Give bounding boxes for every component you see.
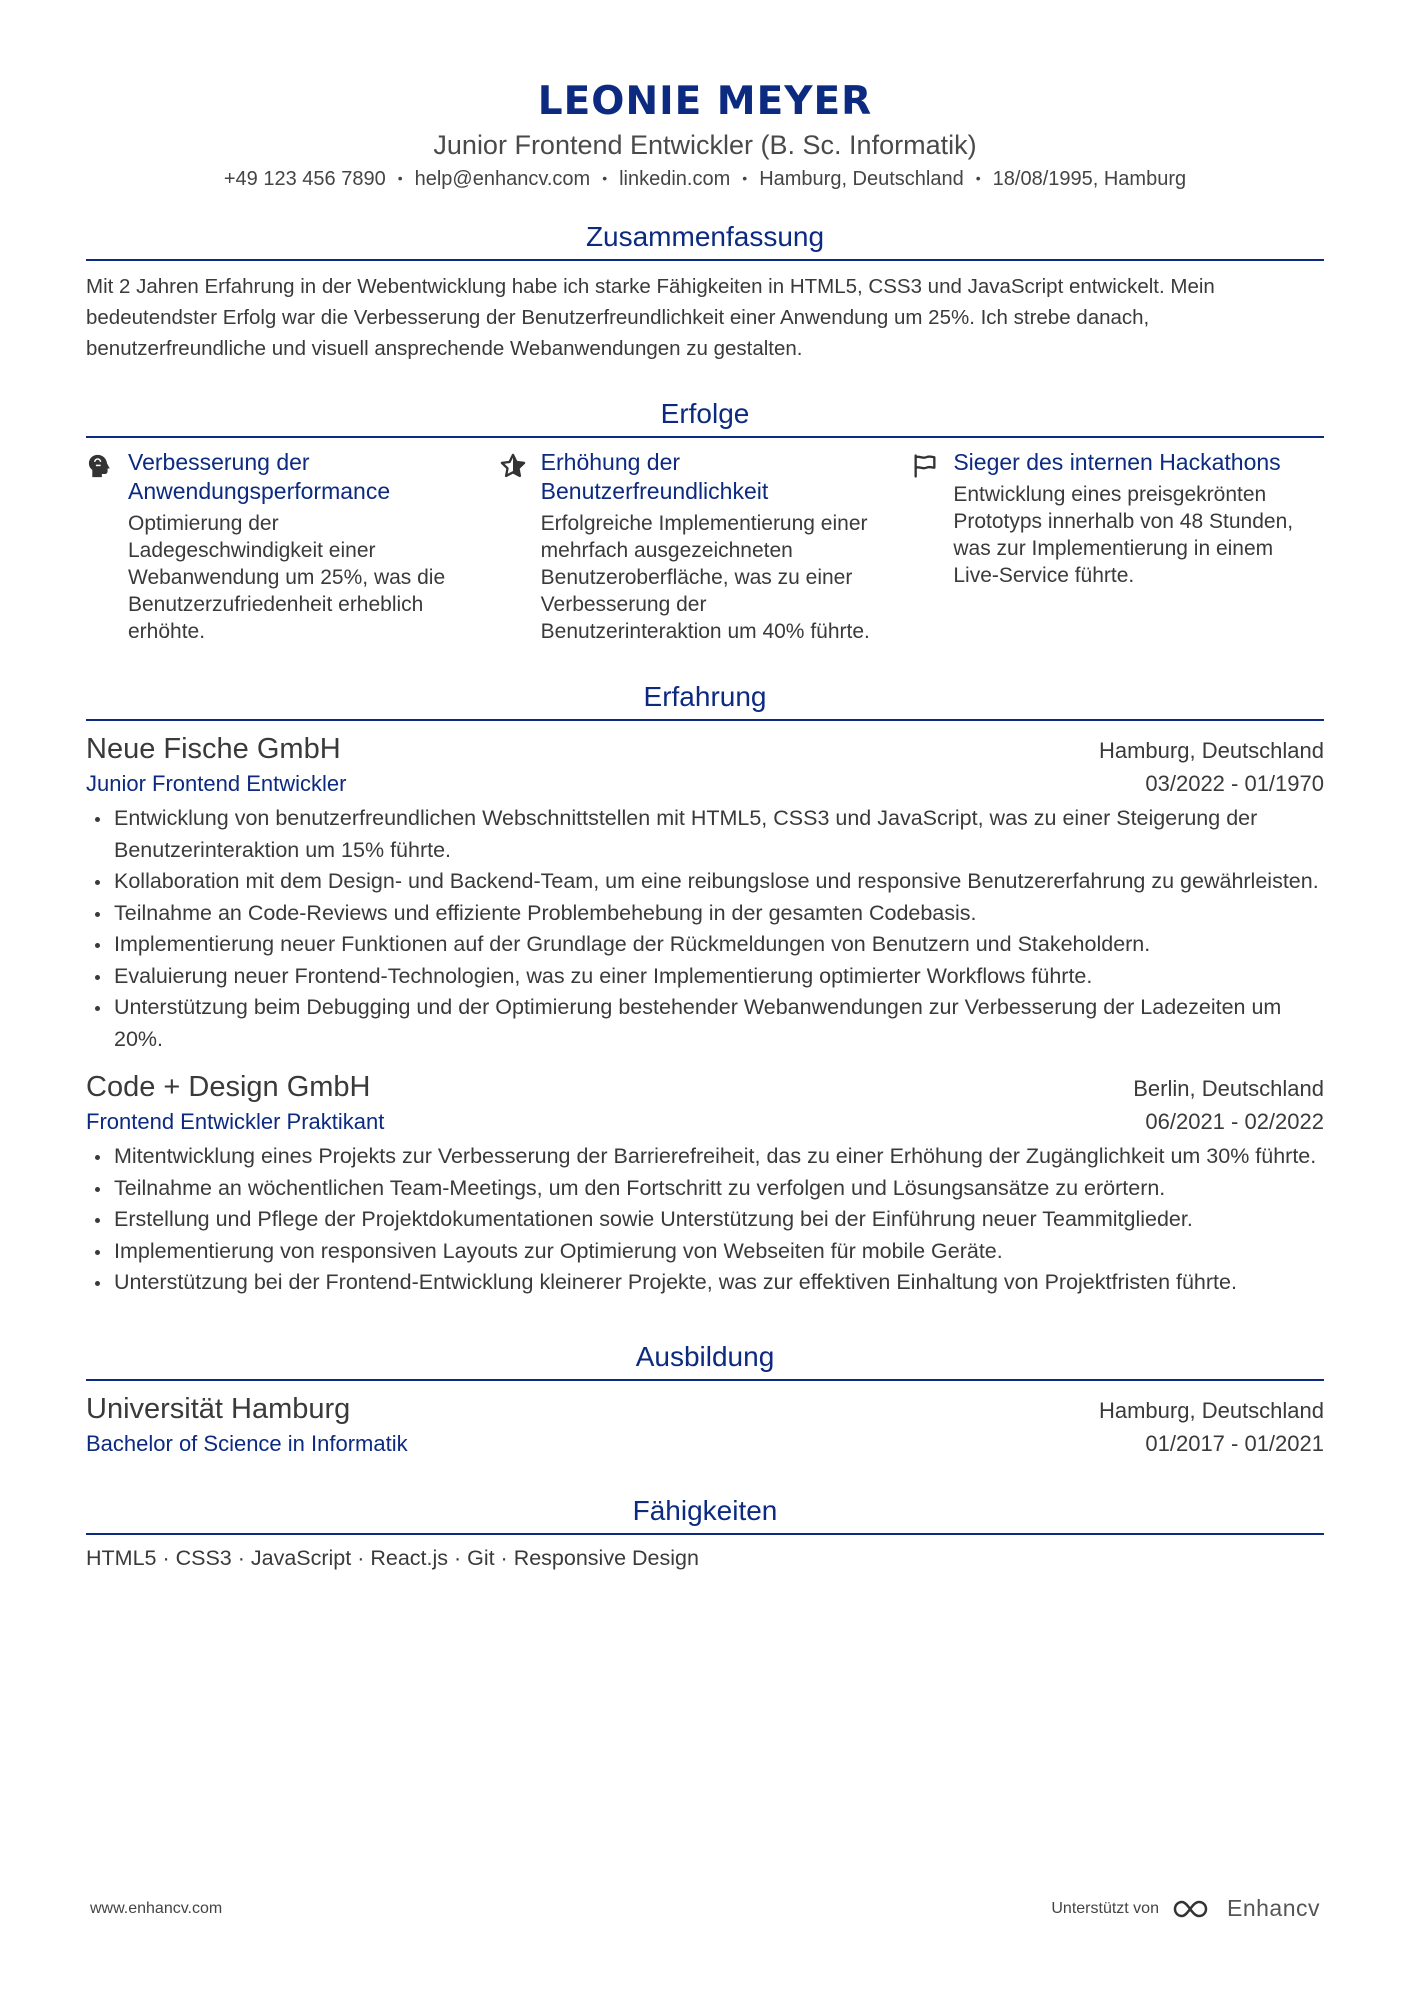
bullet-item: Unterstützung bei der Frontend-Entwicklung kleinerer Projekte, was zur effektiven Einhaltung von Projektfristen führte. xyxy=(86,1267,1324,1299)
linkedin-link[interactable]: linkedin.com xyxy=(619,168,731,190)
achievement-title: Sieger des internen Hackathons xyxy=(953,449,1281,475)
education-section xyxy=(86,1339,1324,1459)
summary-section xyxy=(86,219,1324,364)
job-role: Frontend Entwickler Praktikant xyxy=(86,1109,385,1134)
achievements-section xyxy=(86,396,1324,645)
job-bullets xyxy=(86,803,1324,1055)
bullet-item: Unterstützung beim Debugging und der Optimierung bestehender Webanwendungen zur Verbesserung der Ladezeiten um 20%. xyxy=(86,992,1324,1055)
email[interactable]: help@enhancv.com xyxy=(414,168,591,190)
achievement-description: Entwicklung eines preisgekrönten Prototyps innerhalb von 48 Stunden, was zur Implementierung in einem Live-Service führte. xyxy=(953,483,1294,587)
school-name: Universität Hamburg xyxy=(86,1392,351,1425)
achievement-item xyxy=(911,448,1324,645)
achievements-list xyxy=(86,448,1324,645)
separator-dot: • xyxy=(397,170,403,186)
education-dates: 01/2017 - 01/2021 xyxy=(1145,1430,1324,1456)
bullet-item: Teilnahme an wöchentlichen Team-Meetings, um den Fortschritt zu verfolgen und Lösungsansätze zu erörtern. xyxy=(86,1173,1324,1205)
contact-line xyxy=(86,164,1324,193)
job-bullets xyxy=(86,1141,1324,1299)
job-entry xyxy=(86,731,1324,1055)
bullet-item: Erstellung und Pflege der Projektdokumentationen sowie Unterstützung bei der Einführung neuer Teammitglieder. xyxy=(86,1204,1324,1236)
bullet-item: Teilnahme an Code-Reviews und effiziente Problembehebung in der gesamten Codebasis. xyxy=(86,898,1324,930)
education-entry xyxy=(86,1391,1324,1459)
school-location: Hamburg, Deutschland xyxy=(1098,1397,1324,1423)
section-title-skills: Fähigkeiten xyxy=(86,1493,1324,1535)
skills-section xyxy=(86,1493,1324,1573)
skills-list: HTML5 · CSS3 · JavaScript · React.js · Git · Responsive Design xyxy=(86,1545,699,1570)
job-location: Berlin, Deutschland xyxy=(1133,1076,1324,1101)
separator-dot: • xyxy=(975,170,981,186)
job-location: Hamburg, Deutschland xyxy=(1098,738,1324,763)
birth-info: 18/08/1995, Hamburg xyxy=(992,168,1187,190)
location: Hamburg, Deutschland xyxy=(759,168,964,190)
bullet-item: Mitentwicklung eines Projekts zur Verbesserung der Barrierefreiheit, das zu einer Erhöhung der Zugänglichkeit um 30% führte. xyxy=(86,1141,1324,1173)
section-title-experience: Erfahrung xyxy=(86,679,1324,721)
separator-dot: • xyxy=(742,170,748,186)
achievement-item xyxy=(86,448,499,645)
candidate-name: LEONIE MEYER xyxy=(537,79,873,124)
section-title-education: Ausbildung xyxy=(86,1339,1324,1381)
candidate-title: Junior Frontend Entwickler (B. Sc. Informatik) xyxy=(433,130,977,160)
degree: Bachelor of Science in Informatik xyxy=(86,1430,408,1456)
summary-text: Mit 2 Jahren Erfahrung in der Webentwicklung habe ich starke Fähigkeiten in HTML5, CSS3 und JavaScript entwickelt. Mein bedeutendster Erfolg war die Verbesserung der Benutzerfreundlichkeit einer Anwendung um 25%. Ich strebe danach, benutzerfreundliche und visuell ansprechende Webanwendungen zu gestalten. xyxy=(86,275,1215,360)
resume-header xyxy=(86,78,1324,193)
bullet-item: Implementierung neuer Funktionen auf der Grundlage der Rückmeldungen von Benutzern und Stakeholdern. xyxy=(86,929,1324,961)
job-entry xyxy=(86,1069,1324,1299)
bullet-item: Kollaboration mit dem Design- und Backend-Team, um eine reibungslose und responsive Benutzererfahrung zu gewährleisten. xyxy=(86,866,1324,898)
flag-icon xyxy=(911,448,953,645)
company-name: Neue Fische GmbH xyxy=(86,733,341,765)
company-name: Code + Design GmbH xyxy=(86,1071,371,1103)
achievement-description: Erfolgreiche Implementierung einer mehrfach ausgezeichneten Benutzeroberfläche, was zu einer Verbesserung der Benutzerinteraktion um 40% führte. xyxy=(540,512,870,643)
footer-website-link[interactable]: www.enhancv.com xyxy=(90,1899,223,1917)
achievement-item xyxy=(499,448,912,645)
footer-branding xyxy=(1051,1895,1320,1922)
separator-dot: • xyxy=(602,170,608,186)
bullet-item: Implementierung von responsiven Layouts zur Optimierung von Webseiten für mobile Geräte. xyxy=(86,1236,1324,1268)
achievement-title: Erhöhung der Benutzerfreundlichkeit xyxy=(540,449,769,504)
enhancv-logo-icon xyxy=(1171,1897,1219,1921)
head-icon xyxy=(86,448,128,645)
experience-section xyxy=(86,679,1324,1299)
section-title-summary: Zusammenfassung xyxy=(86,219,1324,261)
job-dates: 03/2022 - 01/1970 xyxy=(1145,771,1324,796)
brand-name[interactable]: Enhancv xyxy=(1226,1895,1320,1921)
powered-by-label: Unterstützt von xyxy=(1051,1899,1159,1917)
phone[interactable]: +49 123 456 7890 xyxy=(223,168,386,190)
section-title-achievements: Erfolge xyxy=(86,396,1324,438)
bullet-item: Evaluierung neuer Frontend-Technologien, was zu einer Implementierung optimierter Workflows führte. xyxy=(86,961,1324,993)
page-footer xyxy=(90,1895,1320,1922)
star-icon xyxy=(499,448,541,645)
achievement-description: Optimierung der Ladegeschwindigkeit einer Webanwendung um 25%, was die Benutzerzufriedenheit erheblich erhöhte. xyxy=(128,512,446,643)
job-role: Junior Frontend Entwickler xyxy=(86,771,347,796)
resume-page xyxy=(86,78,1324,1573)
job-dates: 06/2021 - 02/2022 xyxy=(1145,1109,1324,1134)
bullet-item: Entwicklung von benutzerfreundlichen Webschnittstellen mit HTML5, CSS3 und JavaScript, was zu einer Steigerung der Benutzerinteraktion um 15% führte. xyxy=(86,803,1324,866)
achievement-title: Verbesserung der Anwendungsperformance xyxy=(128,449,391,504)
